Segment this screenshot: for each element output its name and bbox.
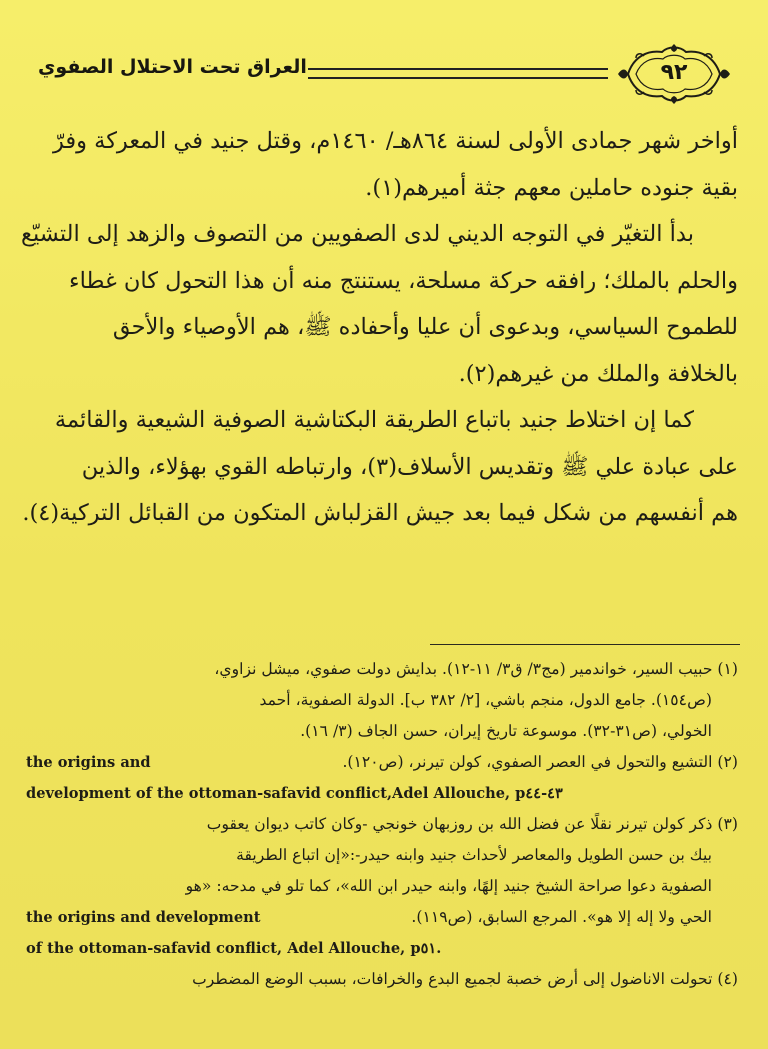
body-line-9: هم أنفسهم من شكل فيما بعد جيش القزلباش المتكون من القبائل التركية(٤).: [22, 500, 738, 526]
body-line-6: بالخلافة والملك من غيرهم(٢).: [458, 360, 738, 387]
header-rule-bottom: [308, 77, 608, 79]
footnote-3-line-1: (٣) ذكر كولن تيرنر نقلًا عن فضل الله بن روزبهان خونجي -وكان كاتب ديوان يعقوب: [206, 815, 738, 833]
body-line-5: للطموح السياسي، وبدعوى أن عليا وأحفاده ﷺ، هم الأوصياء والأحق: [112, 314, 738, 340]
footnote-3-line-3: الصفوية دعوا صراحة الشيخ جنيد إلهًا، وابنه حيدر ابن الله»، كما تلو في مدحه: «هو: [185, 877, 712, 895]
footnote-2-english-1: the origins and: [26, 754, 151, 771]
header-rule-top: [308, 68, 608, 70]
paragraph-2: [21, 211, 738, 397]
footnote-1-line-2: (ص١٥٤). جامع الدول، منجم باشي، [٢/ ٣٨٢ ب]. الدولة الصفوية، أحمد: [259, 691, 712, 709]
body-line-4: والحلم بالملك؛ رافقه حركة مسلحة، يستنتج منه أن هذا التحول كان غطاء: [69, 267, 738, 294]
footnote-3-line-4: [26, 902, 738, 933]
footnote-2-arabic: (٢) التشيع والتحول في العصر الصفوي، كولن تيرنر، (ص١٢٠).: [342, 753, 738, 771]
paragraph-3: [22, 397, 738, 537]
footnote-1-line-1: (١) حبيب السير، خواندمير (مج٣/ ق٣/ ١١-١٢). بدايش دولت صفوي، ميشل نزاوي،: [214, 660, 738, 678]
footnote-1-line-3: الخولي، (ص٣١-٣٢). موسوعة تاريخ إيران، حسن الجاف (٣/ ١٦).: [300, 722, 712, 740]
footnote-4-line-1: (٤) تحولت الاناضول إلى أرض خصبة لجميع البدع والخرافات، بسبب الوضع المضطرب: [192, 970, 738, 988]
footnote-3-english-1: the origins and development: [26, 909, 261, 926]
footnote-2-english-2: development of the ottoman-safavid conflict,Adel Allouche, p٤٣-٤٤: [26, 785, 563, 802]
footnote-3-line-2: بيك بن حسن الطويل والمعاصر لأحداث جنيد وابنه حيدر-:«إن اتباع الطريقة: [236, 846, 712, 864]
page-number-ornament: [614, 42, 734, 106]
page-number: ٩٢: [660, 60, 688, 85]
paragraph-1: [30, 118, 738, 211]
page-header: [18, 42, 750, 112]
body-line-3: بدأ التغيّر في التوجه الديني لدى الصفويين من التصوف والزهد إلى التشيّع: [21, 221, 694, 247]
body-line-2: بقية جنوده حاملين معهم جثة أميرهم(١).: [365, 174, 738, 201]
footnote-3-arabic-4: الحي ولا إله إلا هو». المرجع السابق، (ص١١٩).: [411, 908, 712, 926]
body-line-8: على عبادة علي ﷺ وتقديس الأسلاف(٣)، وارتباطه القوي بهؤلاء، والذين: [81, 453, 738, 480]
body-line-7: كما إن اختلاط جنيد باتباع الطريقة البكتاشية الصوفية الشيعية والقائمة: [54, 407, 694, 433]
footnote-divider: [430, 644, 740, 645]
body-line-1: أواخر شهر جمادى الأولى لسنة ٨٦٤هـ/ ١٤٦٠م، وقتل جنيد في المعركة وفرّ: [52, 128, 738, 154]
body-text: [21, 118, 738, 537]
running-title: العراق تحت الاحتلال الصفوي: [38, 56, 307, 78]
footnotes: [26, 654, 738, 995]
header-rules: [308, 68, 608, 82]
footnote-2-line-1: [26, 747, 738, 778]
footnote-3-english-2: of the ottoman-safavid conflict, Adel Allouche, p٥١.: [26, 940, 442, 957]
